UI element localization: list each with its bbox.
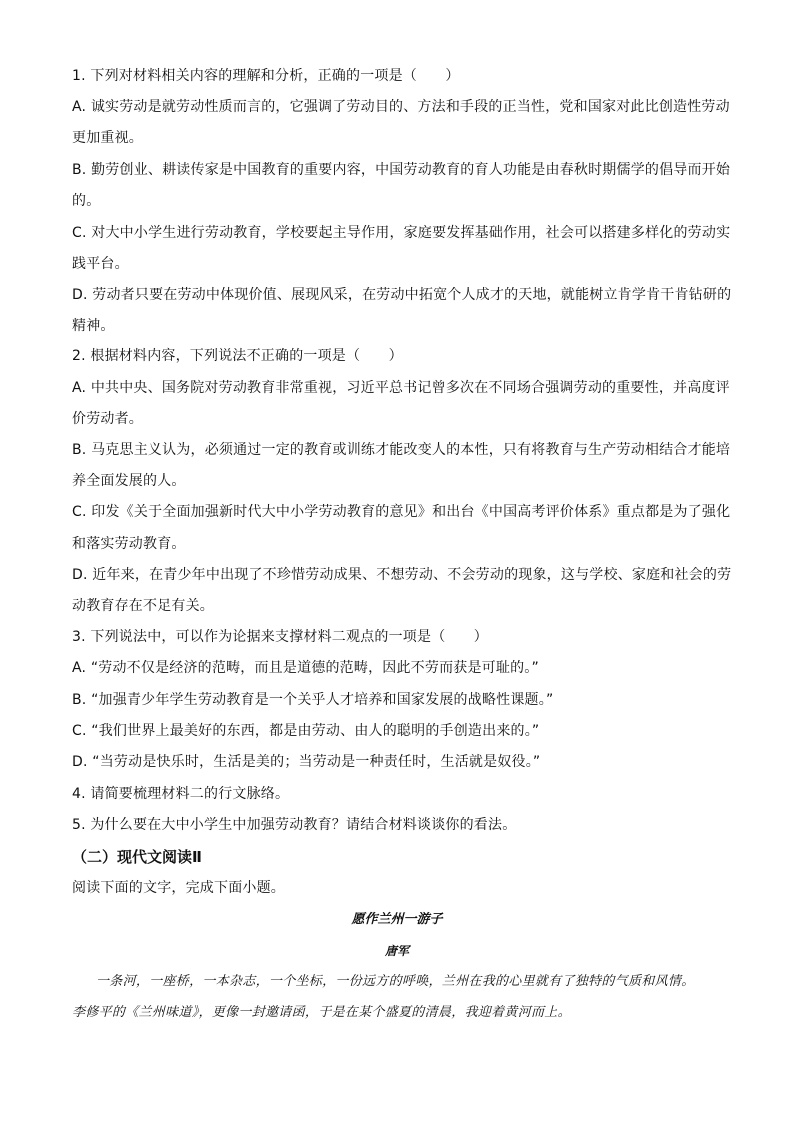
q1-option-d: D. 劳动者只要在劳动中体现价值、展现风采，在劳动中拓宽个人成才的天地，就能树立肯学肯干肯钻研的 <box>72 287 732 303</box>
article-paragraph-line-1: 一条河，一座桥，一本杂志，一个坐标，一份远方的呼唤，兰州在我的心里就有了独特的气质和风情。 <box>96 974 695 989</box>
q1-option-a: A. 诚实劳动是就劳动性质而言的，它强调了劳动目的、方法和手段的正当性，党和国家对此比创造性劳动 <box>72 99 730 115</box>
q1-option-d-cont: 精神。 <box>72 318 115 334</box>
q2-option-d-cont: 动教育存在不足有关。 <box>72 598 214 614</box>
article-paragraph-line-2: 李修平的《兰州味道》，更像一封邀请函，于是在某个盛夏的清晨，我迎着黄河而上。 <box>72 1005 571 1020</box>
q5-stem: 5. 为什么要在大中小学生中加强劳动教育？请结合材料谈谈你的看法。 <box>72 817 517 833</box>
q1-option-b-cont: 的。 <box>72 193 101 209</box>
reading-instruction: 阅读下面的文字，完成下面小题。 <box>72 880 285 896</box>
q1-option-c-cont: 践平台。 <box>72 256 129 272</box>
q2-option-d: D. 近年来，在青少年中出现了不珍惜劳动成果、不想劳动、不会劳动的现象，这与学校、家庭和社会的劳 <box>72 567 732 583</box>
article-author: 唐军 <box>384 944 409 958</box>
q2-option-a: A. 中共中央、国务院对劳动教育非常重视，习近平总书记曾多次在不同场合强调劳动的重要性，并高度评 <box>72 380 730 396</box>
q2-stem: 2. 根据材料内容，下列说法不正确的一项是（ ） <box>72 348 403 364</box>
q2-option-b: B. 马克思主义认为，必须通过一定的教育或训练才能改变人的本性，只有将教育与生产劳动相结合才能培 <box>72 442 731 458</box>
q3-option-b: B. “加强青少年学生劳动教育是一个关乎人才培养和国家发展的战略性课题。” <box>72 692 554 708</box>
q1-option-b: B. 勤劳创业、耕读传家是中国教育的重要内容，中国劳动教育的育人功能是由春秋时期儒学的倡导而开始 <box>72 162 731 178</box>
section-heading: （二）现代文阅读Ⅱ <box>72 848 202 866</box>
q3-option-d: D. “当劳动是快乐时，生活是美的；当劳动是一种责任时，生活就是奴役。” <box>72 754 541 770</box>
q1-stem: 1. 下列对材料相关内容的理解和分析，正确的一项是（ ） <box>72 68 460 84</box>
q3-option-c: C. “我们世界上最美好的东西，都是由劳动、由人的聪明的手创造出来的。” <box>72 723 540 739</box>
q2-option-b-cont: 养全面发展的人。 <box>72 473 186 489</box>
q3-stem: 3. 下列说法中，可以作为论据来支撑材料二观点的一项是（ ） <box>72 629 489 645</box>
q2-option-a-cont: 价劳动者。 <box>72 411 143 427</box>
q3-option-a: A. “劳动不仅是经济的范畴，而且是道德的范畴，因此不劳而获是可耻的。” <box>72 660 539 676</box>
q1-option-c: C. 对大中小学生进行劳动教育，学校要起主导作用，家庭要发挥基础作用，社会可以搭建多样化的劳动实 <box>72 225 731 241</box>
q4-stem: 4. 请简要梳理材料二的行文脉络。 <box>72 786 290 802</box>
article-title: 愿作兰州一游子 <box>351 912 443 927</box>
q1-option-a-cont: 更加重视。 <box>72 130 143 146</box>
q2-option-c: C. 印发《关于全面加强新时代大中小学劳动教育的意见》和出台《中国高考评价体系》重点都是为了强化 <box>72 504 731 520</box>
q2-option-c-cont: 和落实劳动教育。 <box>72 536 186 552</box>
